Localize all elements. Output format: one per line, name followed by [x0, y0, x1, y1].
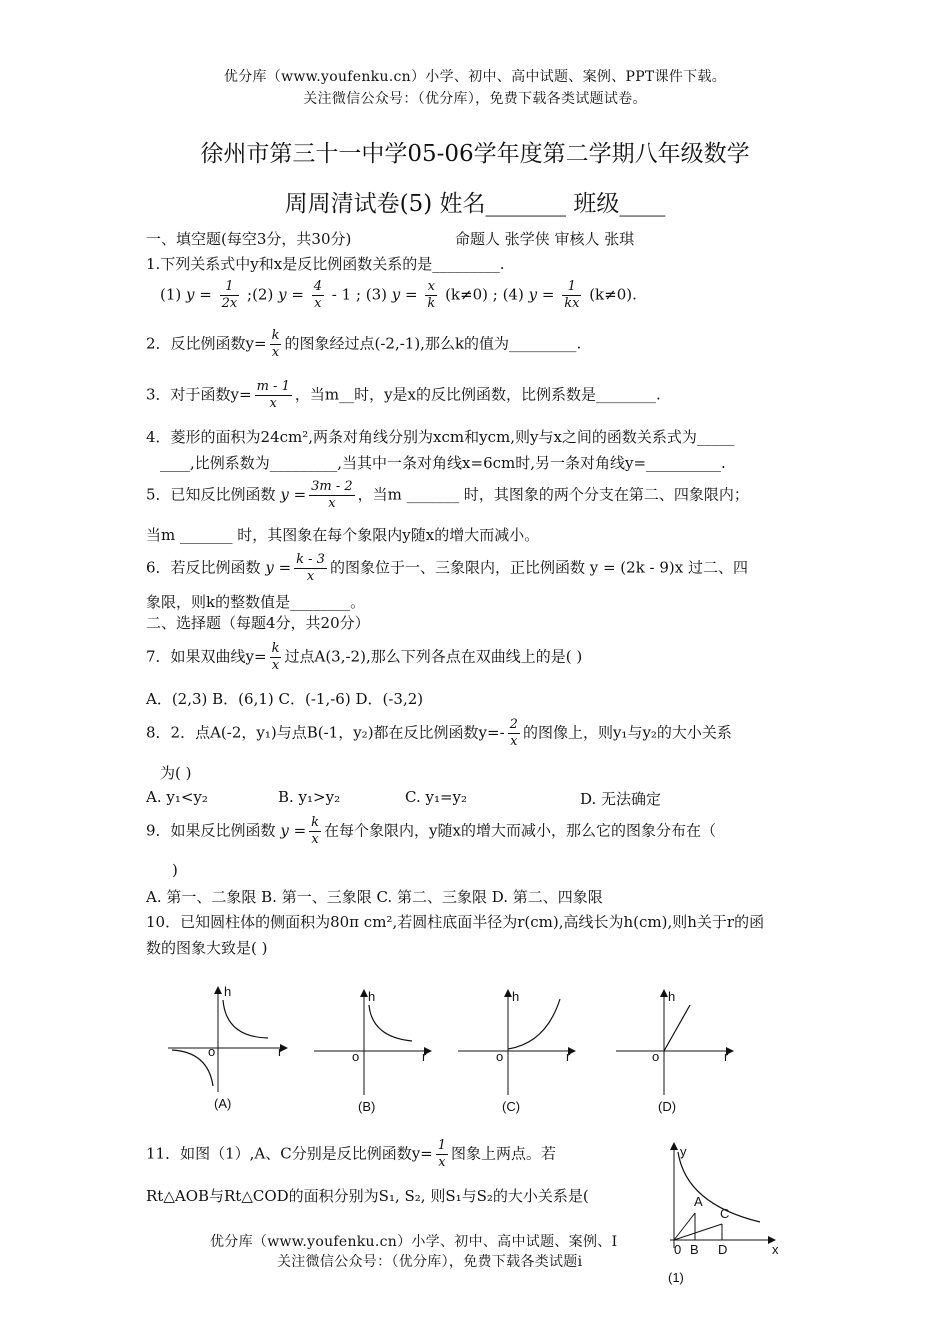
q6-lhs: y = [265, 558, 292, 577]
q2-frac [270, 328, 282, 361]
section1-authors: 命题人 张学侠 审核人 张琪 [455, 230, 635, 248]
q9-pre: 9．如果反比例函数 [146, 821, 276, 840]
frac-den: x [311, 832, 319, 847]
q7-pre: 7．如果双曲线y= [146, 647, 267, 666]
q6-line-2: 象限，则k的整数值是________。 [146, 593, 366, 611]
q2-post: 的图象经过点(-2,-1),那么k的值为_________. [284, 334, 582, 353]
q5 [146, 479, 749, 512]
figure-caption: (1) [668, 1270, 684, 1285]
frac-num: 1 [562, 279, 581, 296]
q1-opt2-tail: - 1 [331, 285, 352, 304]
page-title: 徐州市第三十一中学05-06学年度第二学期八年级数学 [200, 141, 750, 167]
point-d-label: D [718, 1242, 728, 1257]
q6-post: 的图象位于一、三象限内，正比例函数 y = (2k - 9)x 过二、四 [329, 558, 749, 577]
q8-option-d: D. 无法确定 [580, 790, 662, 808]
r-label: r [422, 1049, 427, 1064]
h-label: h [512, 989, 520, 1004]
q11-post: 图象上两点。若 [451, 1144, 557, 1163]
frac-num: m - 1 [256, 379, 290, 394]
frac-num: 4 [313, 279, 322, 294]
q10-line-2: 数的图象大致是( ) [146, 939, 268, 957]
q8-frac [508, 717, 520, 750]
q9 [146, 815, 716, 848]
segment-oc [674, 1224, 722, 1240]
section1-heading: 一、填空题(每空3分，共30分) [146, 230, 352, 248]
origin-label: 0 [674, 1242, 682, 1257]
h-label: h [668, 989, 676, 1004]
q9-post: 在每个象限内，y随x的增大而减小，那么它的图象分布在（ [324, 821, 716, 840]
frac-den: x [314, 296, 322, 311]
footer-line-1: 优分库（www.youfenku.cn）小学、初中、高中试题、案例、I [210, 1234, 618, 1250]
graph-d-label: (D) [658, 1099, 677, 1114]
segment-oa [674, 1213, 695, 1240]
q8-post: 的图像上，则y₁与y₂的大小关系 [522, 723, 732, 742]
q1-opt2-lhs: y = [278, 285, 304, 304]
q11-figure [640, 1138, 785, 1288]
q10-graph-b [312, 985, 437, 1120]
q11 [146, 1138, 556, 1171]
q9-options: A. 第一、二象限 B. 第一、三象限 C. 第二、三象限 D. 第二、四象限 [146, 888, 603, 906]
r-label: r [724, 1049, 729, 1064]
graph-c-label: (C) [502, 1099, 521, 1114]
q7 [146, 641, 582, 674]
q11-pre: 11．如图（1）,A、C分别是反比例函数y= [146, 1144, 433, 1163]
q1-opt1-label: (1) [160, 285, 182, 304]
origin-label: o [208, 1044, 216, 1059]
q1-opt2-frac [312, 279, 324, 312]
q9-line-2: ) [172, 861, 178, 879]
q6 [146, 552, 748, 585]
frac-num: k [271, 641, 280, 656]
q2 [146, 328, 581, 361]
q8-option-a: A. y₁<y₂ [146, 788, 208, 806]
curve-q1 [369, 1005, 412, 1041]
q5-lhs: y = [280, 485, 307, 504]
graph-a-label: (A) [214, 1096, 232, 1111]
hyperbola-curve [678, 1152, 760, 1222]
q3-frac [255, 379, 292, 412]
q3 [146, 379, 661, 412]
frac-num: k [271, 328, 280, 343]
header-line-2: 关注微信公众号：（优分库），免费下载各类试题试卷。 [303, 91, 647, 107]
q4-line-1: 4．菱形的面积为24cm²,两条对角线分别为xcm和ycm,则y与x之间的函数关系式为_____ [146, 428, 735, 446]
q3-pre: 3．对于函数y= [146, 385, 252, 404]
frac-num: k - 3 [296, 552, 325, 567]
point-a-label: A [694, 1194, 703, 1209]
q9-lhs: y = [280, 821, 307, 840]
origin-label: o [352, 1049, 360, 1064]
q3-post: ，当m__时，y是x的反比例函数，比例系数是________. [294, 385, 661, 404]
q8-option-b: B. y₁>y₂ [278, 788, 341, 806]
q11-frac [436, 1138, 448, 1171]
q1-opt4-frac [562, 279, 581, 312]
q1-opt1-lhs: y = [186, 285, 212, 304]
frac-den: x [328, 496, 336, 511]
origin-label: o [496, 1049, 504, 1064]
q10-graph-c [456, 985, 581, 1120]
curve-q3 [172, 1050, 213, 1086]
q1-opt3-frac [425, 279, 437, 312]
curve-increasing [508, 999, 560, 1049]
h-label: h [224, 984, 232, 999]
q5-pre: 5．已知反比例函数 [146, 485, 276, 504]
q9-frac [309, 815, 321, 848]
q2-pre: 2．反比例函数y= [146, 334, 267, 353]
q7-options: A．(2,3) B．(6,1) C．(-1,-6) D．(-3,2) [146, 690, 424, 708]
x-label: x [772, 1242, 779, 1257]
q10-graph-a [168, 982, 293, 1117]
q1-opt4-lhs: y = [528, 285, 555, 304]
point-c-label: C [720, 1206, 730, 1221]
r-label: r [566, 1049, 571, 1064]
h-axis-arrow [360, 989, 368, 997]
q5-line-2: 当m _______ 时，其图象在每个象限内y随x的增大而减小。 [146, 526, 540, 544]
frac-den: x [306, 569, 315, 584]
page-subtitle: 周周清试卷(5) 姓名_______ 班级____ [284, 191, 666, 217]
curve-q1 [223, 1000, 268, 1038]
frac-den: kx [564, 296, 580, 311]
q10-line-1: 10．已知圆柱体的侧面积为80π cm²,若圆柱底面半径为r(cm),高线长为h(cm),则h关于r的函 [146, 913, 765, 931]
q1-opt1-frac [220, 279, 240, 312]
frac-den: 2x [221, 296, 238, 311]
q10-graph-d [614, 985, 739, 1120]
frac-num: 1 [437, 1138, 447, 1153]
q1-opt2-label: ;(2) [247, 285, 274, 304]
header-line-1: 优分库（www.youfenku.cn）小学、初中、高中试题、案例、PPT课件下载。 [223, 69, 727, 85]
frac-den: k [427, 296, 436, 311]
q5-post: ，当m _______ 时，其图象的两个分支在第二、四象限内； [357, 485, 749, 504]
frac-num: 3m - 2 [311, 479, 353, 494]
h-label: h [368, 989, 376, 1004]
frac-den: x [271, 345, 280, 360]
r-label: r [278, 1044, 283, 1059]
q1-opt4-label: ; (4) [492, 285, 524, 304]
frac-den: x [510, 734, 518, 749]
q8-line-2: 为( ) [160, 764, 192, 782]
q8-option-c: C. y₁=y₂ [405, 788, 468, 806]
q1-opt4-tail: (k≠0). [589, 285, 637, 304]
frac-den: x [271, 658, 280, 673]
q7-post: 过点A(3,-2),那么下列各点在双曲线上的是( ) [284, 647, 583, 666]
q1-opt3-label: ; (3) [355, 285, 388, 304]
h-axis-arrow [660, 989, 668, 997]
h-axis-arrow [214, 986, 222, 994]
q1-text: 1.下列关系式中y和x是反比例函数关系的是_________. [146, 255, 505, 273]
frac-den: x [269, 396, 277, 411]
frac-num: x [425, 279, 437, 296]
section2-heading: 二、选择题（每题4分，共20分） [146, 614, 370, 632]
q8 [146, 717, 732, 750]
h-axis-arrow [504, 989, 512, 997]
y-axis-arrow [670, 1142, 678, 1150]
frac-num: 1 [220, 279, 240, 296]
q4-line-2: ____,比例系数为_________,当其中一条对角线x=6cm时,另一条对角线y=__________. [160, 454, 726, 472]
q11-line-2: Rt△AOB与Rt△COD的面积分别为S₁, S₂, 则S₁与S₂的大小关系是( [146, 1187, 589, 1205]
q1-opt3-tail: (k≠0) [445, 285, 488, 304]
q1-opt3-lhs: y = [391, 285, 418, 304]
q8-pre: 8．2．点A(-2，y₁)与点B(-1，y₂)都在反比例函数y=- [146, 723, 505, 742]
graph-b-label: (B) [358, 1099, 376, 1114]
frac-num: 2 [509, 717, 518, 732]
q6-frac [294, 552, 327, 585]
point-b-label: B [690, 1242, 699, 1257]
y-label: y [680, 1144, 687, 1159]
origin-label: o [652, 1049, 660, 1064]
frac-den: x [438, 1155, 446, 1170]
q1-options [160, 279, 637, 312]
q5-frac [309, 479, 355, 512]
line-proportional [664, 1005, 690, 1051]
q6-pre: 6．若反比例函数 [146, 558, 261, 577]
q7-frac [270, 641, 282, 674]
frac-num: k [311, 815, 320, 830]
footer-line-2: 关注微信公众号：（优分库），免费下载各类试题i [277, 1254, 583, 1270]
